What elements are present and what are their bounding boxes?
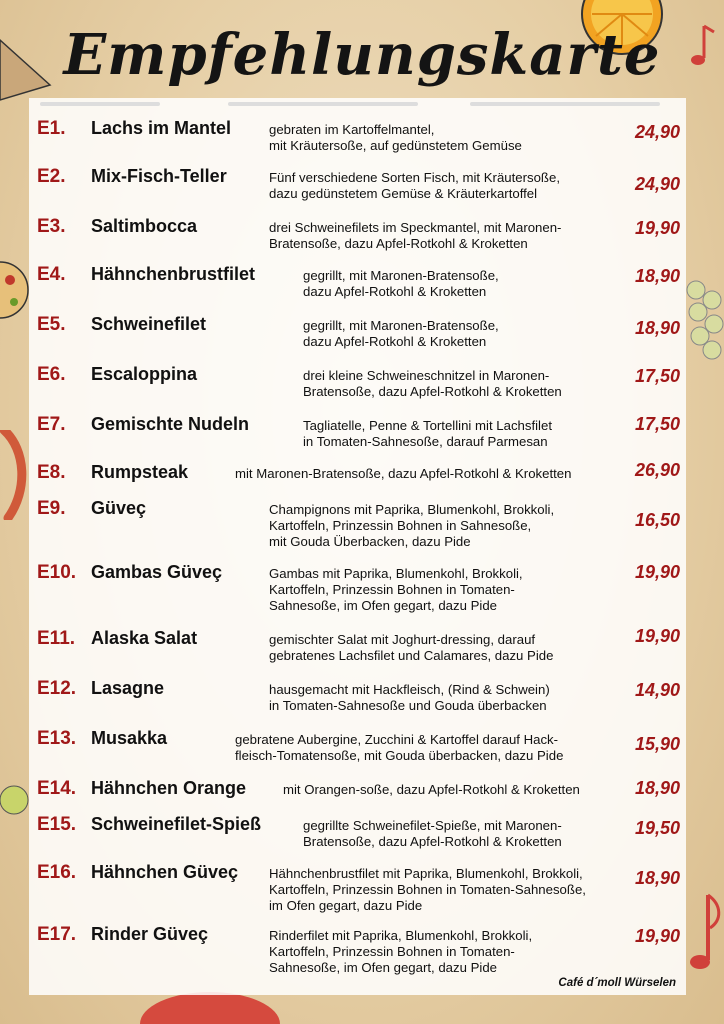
item-description: Champignons mit Paprika, Blumenkohl, Brokkoli, Kartoffeln, Prinzessin Bohnen in Sahnesoße, mit Gouda Überbacken, dazu Pide bbox=[269, 502, 555, 549]
item-description: hausgemacht mit Hackfleisch, (Rind & Schwein) in Tomaten-Sahnesoße und Gouda überbacken bbox=[269, 682, 550, 713]
item-name: Musakka bbox=[91, 728, 168, 748]
item-description: Gambas mit Paprika, Blumenkohl, Brokkoli, Kartoffeln, Prinzessin Bohnen in Tomaten- Sahnesoße, im Ofen gegart, dazu Pide bbox=[269, 566, 523, 613]
item-name: Rumpsteak bbox=[91, 462, 189, 482]
item-code: E3. bbox=[37, 216, 66, 237]
item-description: gegrillte Schweinefilet-Spieße, mit Maronen- Bratensoße, dazu Apfel-Rotkohl & Kroketten bbox=[303, 818, 562, 849]
item-code: E11. bbox=[37, 628, 76, 649]
item-name: Mix-Fisch-Teller bbox=[91, 166, 227, 186]
item-name: Lachs im Mantel bbox=[91, 118, 232, 138]
menu-card bbox=[29, 98, 686, 995]
item-code: E17. bbox=[37, 924, 77, 945]
item-description: drei kleine Schweineschnitzel in Maronen- Bratensoße, dazu Apfel-Rotkohl & Kroketten bbox=[303, 368, 562, 399]
item-price: 19,90 bbox=[634, 926, 680, 946]
item-name: Hähnchen Orange bbox=[91, 778, 247, 798]
chili-illustration bbox=[0, 430, 29, 520]
item-price: 18,90 bbox=[634, 778, 680, 798]
item-code: E12. bbox=[37, 678, 77, 699]
item-code: E6. bbox=[37, 364, 66, 385]
item-price: 19,50 bbox=[634, 818, 680, 838]
food-plate-illustration bbox=[0, 230, 30, 350]
item-description: Rinderfilet mit Paprika, Blumenkohl, Brokkoli, Kartoffeln, Prinzessin Bohnen in Tomaten- Sahnesoße, im Ofen gegart, dazu Pide bbox=[269, 928, 533, 975]
item-name: Gambas Güveç bbox=[91, 562, 223, 582]
item-price: 17,50 bbox=[634, 414, 680, 434]
item-name: Rinder Güveç bbox=[91, 924, 209, 944]
item-name: Gemischte Nudeln bbox=[91, 414, 250, 434]
item-code: E15. bbox=[37, 814, 77, 835]
item-price: 19,90 bbox=[634, 562, 680, 582]
music-note-icon bbox=[686, 890, 724, 980]
item-code: E8. bbox=[37, 462, 66, 483]
item-description: gegrillt, mit Maronen-Bratensoße, dazu Apfel-Rotkohl & Kroketten bbox=[303, 268, 499, 299]
item-code: E9. bbox=[37, 498, 66, 519]
grapes-illustration bbox=[686, 270, 724, 390]
page-title: Empfehlungskarte bbox=[63, 22, 661, 88]
item-code: E14. bbox=[37, 778, 77, 799]
item-price: 18,90 bbox=[634, 318, 680, 338]
item-description: gebratene Aubergine, Zucchini & Kartoffel darauf Hack- fleisch-Tomatensoße, mit Gouda überbacken, dazu Pide bbox=[235, 732, 564, 763]
item-description: gemischter Salat mit Joghurt-dressing, darauf gebratenes Lachsfilet und Calamares, dazu Pide bbox=[269, 632, 554, 663]
item-price: 18,90 bbox=[634, 868, 680, 888]
item-name: Hähnchenbrustfilet bbox=[91, 264, 256, 284]
item-description: gebraten im Kartoffelmantel, mit Kräutersoße, auf gedünstetem Gemüse bbox=[269, 122, 522, 153]
item-name: Hähnchen Güveç bbox=[91, 862, 239, 882]
restaurant-name: Café d´moll Würselen bbox=[558, 977, 676, 989]
item-price: 26,90 bbox=[634, 460, 680, 480]
item-price: 14,90 bbox=[634, 680, 680, 700]
item-description: mit Orangen-soße, dazu Apfel-Rotkohl & Kroketten bbox=[283, 782, 580, 797]
rose-illustration bbox=[140, 990, 280, 1024]
item-price: 18,90 bbox=[634, 266, 680, 286]
item-name: Saltimbocca bbox=[91, 216, 198, 236]
item-code: E1. bbox=[37, 118, 66, 139]
item-price: 15,90 bbox=[634, 734, 680, 754]
item-code: E16. bbox=[37, 862, 77, 883]
item-name: Güveç bbox=[91, 498, 147, 518]
item-code: E10. bbox=[37, 562, 77, 583]
item-name: Escaloppina bbox=[91, 364, 198, 384]
item-code: E13. bbox=[37, 728, 77, 749]
item-description: Tagliatelle, Penne & Tortellini mit Lachsfilet in Tomaten-Sahnesoße, darauf Parmesan bbox=[303, 418, 552, 449]
item-name: Schweinefilet-Spieß bbox=[91, 814, 262, 834]
item-name: Alaska Salat bbox=[91, 628, 198, 648]
item-code: E2. bbox=[37, 166, 66, 187]
item-description: mit Maronen-Bratensoße, dazu Apfel-Rotkohl & Kroketten bbox=[235, 466, 572, 481]
item-price: 24,90 bbox=[634, 122, 680, 142]
lime-illustration bbox=[0, 770, 29, 830]
item-code: E7. bbox=[37, 414, 66, 435]
item-price: 24,90 bbox=[634, 174, 680, 194]
item-price: 19,90 bbox=[634, 626, 680, 646]
item-description: Fünf verschiedene Sorten Fisch, mit Kräutersoße, dazu gedünstetem Gemüse & Kräuterkartoffel bbox=[269, 170, 560, 201]
item-description: gegrillt, mit Maronen-Bratensoße, dazu Apfel-Rotkohl & Kroketten bbox=[303, 318, 499, 349]
item-price: 17,50 bbox=[634, 366, 680, 386]
item-code: E4. bbox=[37, 264, 66, 285]
item-price: 19,90 bbox=[634, 218, 680, 238]
item-name: Schweinefilet bbox=[91, 314, 207, 334]
item-name: Lasagne bbox=[91, 678, 165, 698]
item-code: E5. bbox=[37, 314, 66, 335]
item-price: 16,50 bbox=[634, 510, 680, 530]
item-description: Hähnchenbrustfilet mit Paprika, Blumenkohl, Brokkoli, Kartoffeln, Prinzessin Bohnen in Tomaten-Sahnesoße, im Ofen gegart, dazu Pide bbox=[269, 866, 586, 913]
item-description: drei Schweinefilets im Speckmantel, mit Maronen- Bratensoße, dazu Apfel-Rotkohl & Kroketten bbox=[269, 220, 562, 251]
